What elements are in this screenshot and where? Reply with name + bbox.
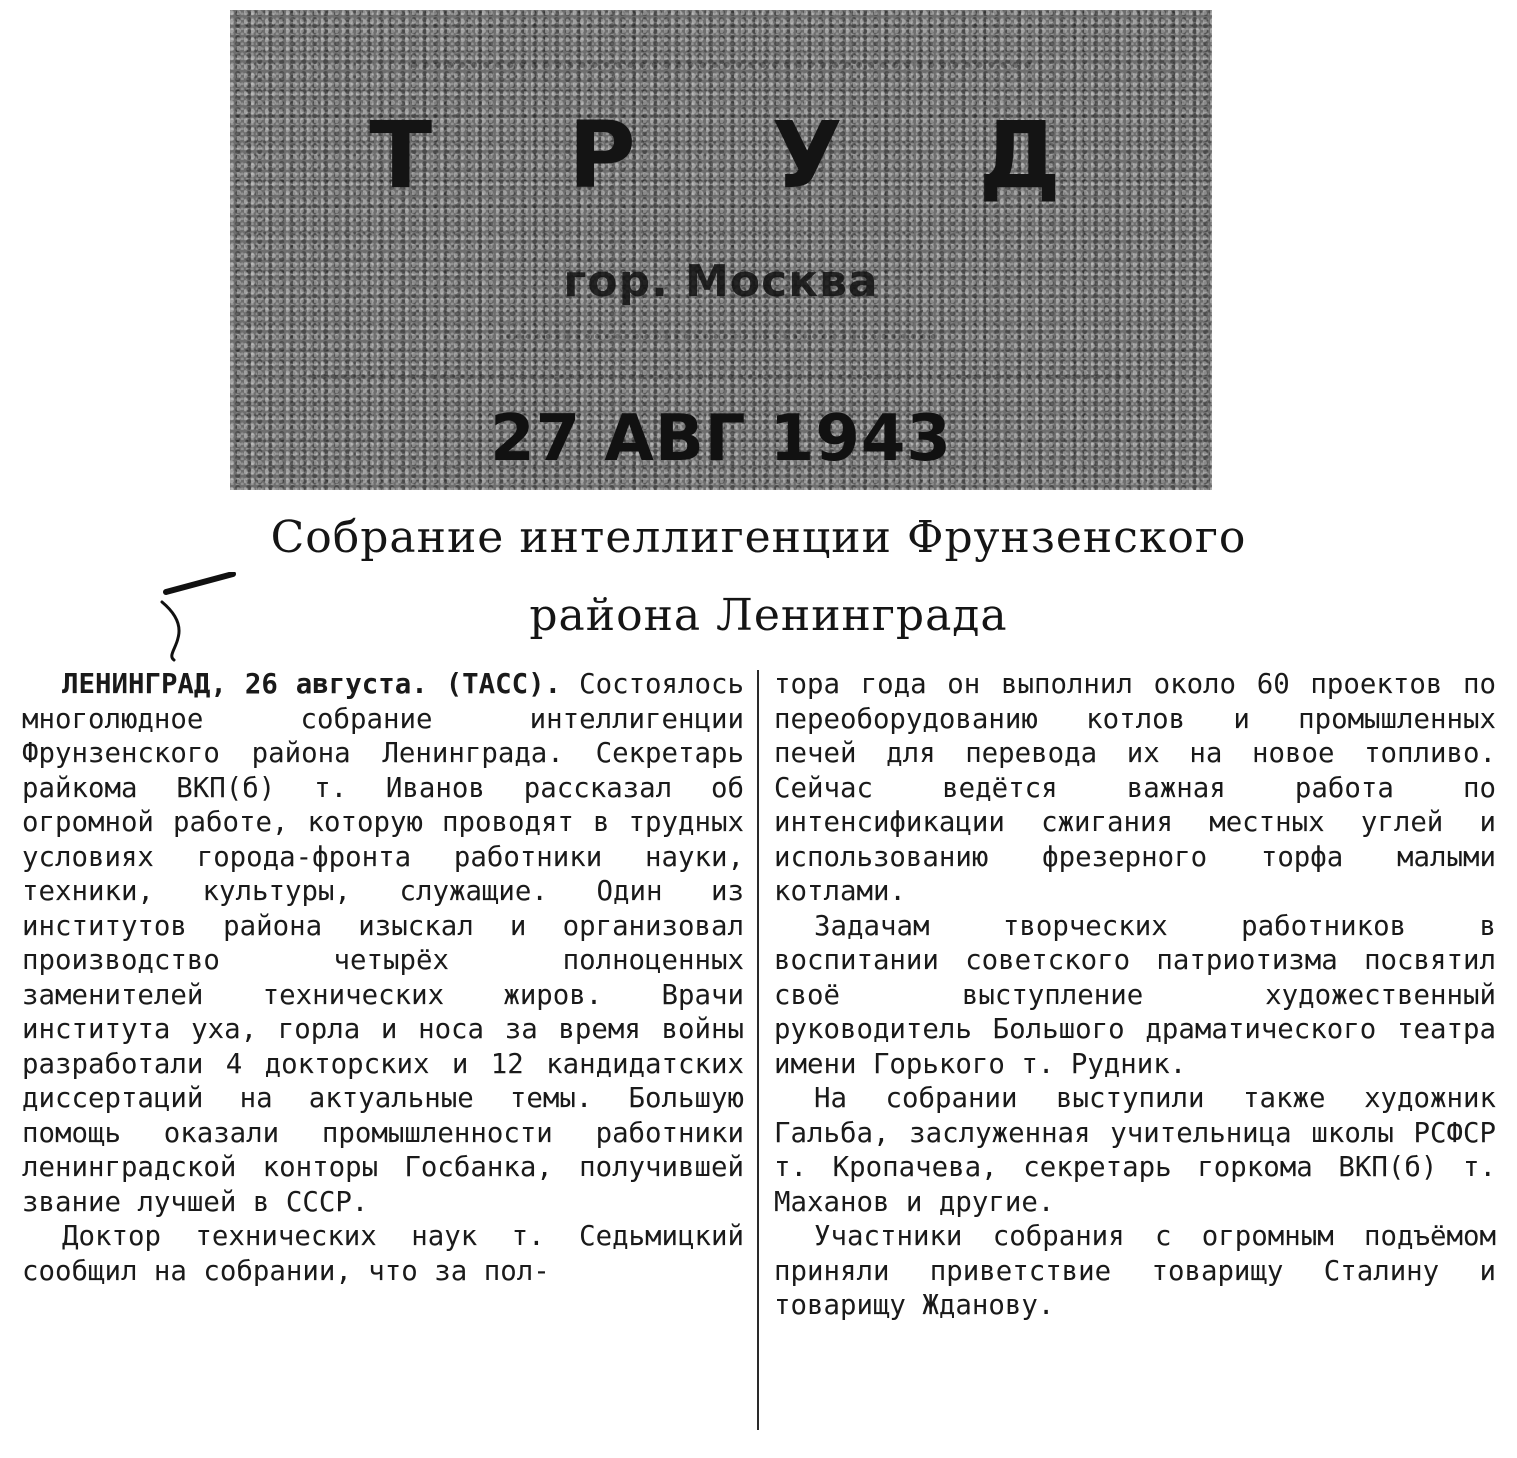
- article-paragraph: [22, 668, 744, 1220]
- stamp-blurred-line-1: [230, 40, 1212, 76]
- article-column-right: [774, 668, 1496, 1324]
- article-paragraph: На собрании выступили также художник Гальба, заслуженная учительница школы РСФСР т. Кропачева, секретарь горкома ВКП(б) т. Маханов и другие.: [774, 1083, 1496, 1218]
- stamp-city: гор. Москва: [563, 256, 879, 307]
- newspaper-clipping-stamp: [230, 10, 1212, 490]
- article-column-left: [22, 668, 744, 1289]
- pencil-mark: [148, 572, 238, 662]
- article-paragraph: Доктор технических наук т. Седьмицкий сообщил на собрании, что за пол-: [22, 1221, 744, 1287]
- article-paragraph-text: Состоялось многолюдное собрание интеллигенции Фрунзенского района Ленинграда. Секретарь райкома ВКП(б) т. Иванов рассказал об огромной работе, которую проводят в трудных условиях города-фронта работники науки, техники, культуры, служащие. Один из институтов района изыскал и организовал производство четырёх полноценных заменителей технических жиров. Врачи института уха, горла и носа за время войны разработали 4 докторских и 12 кандидатских диссертаций на актуальные темы. Большую помощь оказали промышленности работники ленинградской конторы Госбанка, получившей звание лучшей в СССР.: [22, 669, 744, 1218]
- stamp-title: Т Р У Д: [369, 102, 1113, 209]
- article-paragraph: Участники собрания с огромным подъёмом приняли приветствие товарищу Сталину и товарищу Жданову.: [774, 1221, 1496, 1321]
- headline-line-2: района Ленинграда: [529, 590, 1008, 641]
- stamp-blurred-line-2: [230, 318, 1212, 345]
- stamp-date: 27 АВГ 1943: [490, 402, 952, 476]
- headline-line-1: Собрание интеллигенции Фрунзенского: [270, 512, 1247, 563]
- column-divider: [757, 670, 759, 1430]
- stamp-blurred-line-3: [230, 358, 1212, 385]
- article-dateline: ЛЕНИНГРАД, 26 августа. (ТАСС).: [62, 669, 562, 700]
- article-paragraph: Задачам творческих работников в воспитании советского патриотизма посвятил своё выступление художественный руководитель Большого драматического театра имени Горького т. Рудник.: [774, 910, 1496, 1080]
- article-paragraph: тора года он выполнил около 60 проектов по переоборудованию котлов и промышленных печей для перевода их на новое топливо. Сейчас ведётся важная работа по интенсификации сжигания местных углей и использованию фрезерного торфа малыми котлами.: [774, 669, 1496, 907]
